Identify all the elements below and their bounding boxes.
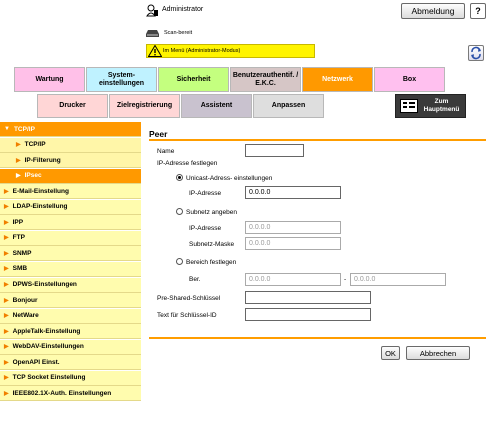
- tab-label: Benutzerauthentif. / E.K.C.: [232, 71, 299, 87]
- tab-label: Sicherheit: [176, 75, 211, 83]
- sidebar-item-tcp-socket-einstellung[interactable]: [0, 371, 141, 386]
- sidebar-item-e-mail-einstellung[interactable]: [0, 184, 141, 199]
- unicast-radio[interactable]: [176, 174, 183, 181]
- psk-label: Pre-Shared-Schlüssel: [157, 295, 221, 302]
- psk-text-id-label: Text für Schlüssel-ID: [157, 312, 217, 319]
- sidebar-item-ftp[interactable]: [0, 231, 141, 246]
- tab-label: Drucker: [59, 102, 86, 109]
- range-to-input[interactable]: [350, 273, 446, 286]
- chevron-right-icon: ▶: [4, 344, 9, 351]
- logout-button[interactable]: Abmeldung: [401, 3, 465, 19]
- chevron-right-icon: ▶: [4, 359, 9, 366]
- bottom-divider: [149, 337, 486, 339]
- chevron-right-icon: ▶: [16, 142, 21, 149]
- unicast-ip-input[interactable]: [245, 186, 341, 199]
- chevron-right-icon: ▶: [4, 328, 9, 335]
- subnet-label: Subnetz angeben: [186, 209, 237, 216]
- sidebar-item-bonjour[interactable]: [0, 293, 141, 308]
- sidebar-item-snmp[interactable]: [0, 246, 141, 261]
- sidebar-item-ipsec[interactable]: [0, 169, 141, 184]
- sidebar-item-label: Bonjour: [12, 296, 38, 304]
- sidebar-item-dpws-einstellungen[interactable]: [0, 278, 141, 293]
- refresh-button[interactable]: [468, 45, 484, 61]
- tab-system-einstellungen[interactable]: [86, 67, 157, 92]
- chevron-right-icon: ▶: [4, 390, 9, 397]
- chevron-right-icon: ▶: [16, 173, 21, 180]
- tab-label: Assistent: [200, 102, 233, 109]
- chevron-right-icon: ▶: [4, 375, 9, 382]
- chevron-right-icon: ▶: [4, 219, 9, 226]
- sidebar-item-label: SNMP: [12, 249, 32, 257]
- sidebar-item-ipp[interactable]: [0, 215, 141, 230]
- sidebar: [0, 122, 141, 407]
- tab-benutzerauthentif[interactable]: [230, 67, 301, 92]
- unicast-label: Unicast-Adress- einstellungen: [186, 175, 273, 182]
- range-radio[interactable]: [176, 258, 183, 265]
- chevron-right-icon: ▶: [4, 313, 9, 320]
- sidebar-item-label: LDAP-Einstellung: [12, 203, 68, 211]
- chevron-right-icon: ▶: [4, 282, 9, 288]
- sidebar-item-label: IPsec: [24, 172, 42, 180]
- scanner-icon: [146, 28, 159, 38]
- home-button[interactable]: [395, 94, 466, 118]
- subnet-radio[interactable]: [176, 208, 183, 215]
- sidebar-item-appletalk-einstellung[interactable]: [0, 324, 141, 339]
- tab-drucker[interactable]: [37, 94, 108, 118]
- sidebar-item-label: DPWS-Einstellungen: [12, 281, 77, 288]
- sidebar-item-label: NetWare: [12, 312, 39, 320]
- sidebar-item-netware[interactable]: [0, 309, 141, 324]
- refresh-icon: [469, 46, 483, 60]
- sidebar-item-label: WebDAV-Einstellungen: [12, 343, 84, 351]
- name-input[interactable]: [245, 144, 304, 157]
- psk-text-id-input[interactable]: [245, 308, 371, 321]
- home-button-label: Zum Hauptmenü: [423, 98, 460, 113]
- tab-label: Wartung: [35, 75, 64, 83]
- tab-label: Zielregistrierung: [116, 102, 173, 109]
- tab-anpassen[interactable]: [253, 94, 324, 118]
- tab-box[interactable]: [374, 67, 445, 92]
- sidebar-item-openapi-einst[interactable]: [0, 355, 141, 370]
- subnet-ip-label: IP-Adresse: [189, 225, 222, 232]
- sidebar-item-label: IEEE802.1X-Auth. Einstellungen: [12, 389, 112, 397]
- sidebar-item-ieee802-1x-auth-einstellungen[interactable]: [0, 386, 141, 401]
- sidebar-item-label: OpenAPI Einst.: [12, 358, 60, 366]
- subnet-mask-label: Subnetz-Maske: [189, 241, 235, 248]
- tab-sicherheit[interactable]: [158, 67, 229, 92]
- psk-input[interactable]: [245, 291, 371, 304]
- range-label: Bereich festlegen: [186, 259, 237, 266]
- sidebar-item-label: TCP/IP: [24, 141, 46, 149]
- sidebar-item-label: IPP: [12, 218, 24, 226]
- chevron-down-icon: ▼: [4, 126, 10, 132]
- chevron-right-icon: ▶: [4, 235, 9, 242]
- subnet-mask-input[interactable]: [245, 237, 341, 250]
- tab-zielregistrierung[interactable]: [109, 94, 180, 118]
- status-label: Scan-bereit: [164, 30, 193, 36]
- sidebar-item-label: AppleTalk-Einstellung: [12, 327, 81, 335]
- warning-icon: [148, 45, 162, 57]
- sidebar-item-label: IP-Filterung: [24, 156, 61, 164]
- ip-section-label: IP-Adresse festlegen: [157, 160, 218, 167]
- tab-netzwerk[interactable]: [302, 67, 373, 92]
- sidebar-item-tcp-ip[interactable]: [0, 138, 141, 153]
- sidebar-item-label: SMB: [12, 265, 28, 273]
- help-button[interactable]: ?: [470, 3, 486, 19]
- main-menu-icon: [400, 99, 418, 113]
- sidebar-item-ldap-einstellung[interactable]: [0, 200, 141, 215]
- chevron-right-icon: ▶: [4, 188, 9, 195]
- chevron-right-icon: ▶: [4, 204, 9, 211]
- page-title: Peer: [149, 129, 168, 139]
- sidebar-item-label: TCP/IP: [13, 125, 35, 133]
- chevron-right-icon: ▶: [4, 250, 9, 257]
- tab-label: Box: [402, 75, 417, 83]
- tab-label: Netzwerk: [322, 75, 353, 83]
- range-from-input[interactable]: [245, 273, 341, 286]
- range-ber-label: Ber.: [189, 276, 201, 283]
- ok-button[interactable]: OK: [381, 346, 400, 360]
- tab-label: Anpassen: [271, 102, 306, 109]
- chevron-right-icon: ▶: [4, 297, 9, 304]
- subnet-ip-input[interactable]: [245, 221, 341, 234]
- administrator-icon: [146, 4, 159, 17]
- sidebar-item-webdav-einstellungen[interactable]: [0, 340, 141, 355]
- cancel-button[interactable]: Abbrechen: [406, 346, 470, 360]
- tab-label: System- einstellungen: [98, 71, 145, 87]
- sidebar-item-label: FTP: [12, 234, 25, 242]
- sidebar-item-label: E-Mail-Einstellung: [12, 187, 69, 195]
- chevron-right-icon: ▶: [16, 157, 21, 164]
- sidebar-item-label: TCP Socket Einstellung: [12, 374, 86, 382]
- tab-assistent[interactable]: [181, 94, 252, 118]
- range-separator: -: [344, 276, 347, 283]
- sidebar-item-smb[interactable]: [0, 262, 141, 277]
- title-divider: [149, 139, 486, 141]
- sidebar-item-ip-filterung[interactable]: [0, 153, 141, 168]
- mode-label: Im Menü (Administrator-Modus): [163, 48, 241, 54]
- user-label: Administrator: [162, 6, 204, 13]
- unicast-ip-label: IP-Adresse: [189, 190, 222, 197]
- sidebar-item-tcp-ip[interactable]: [0, 122, 141, 137]
- tab-wartung[interactable]: [14, 67, 85, 92]
- name-label: Name: [157, 148, 175, 155]
- chevron-right-icon: ▶: [4, 266, 9, 273]
